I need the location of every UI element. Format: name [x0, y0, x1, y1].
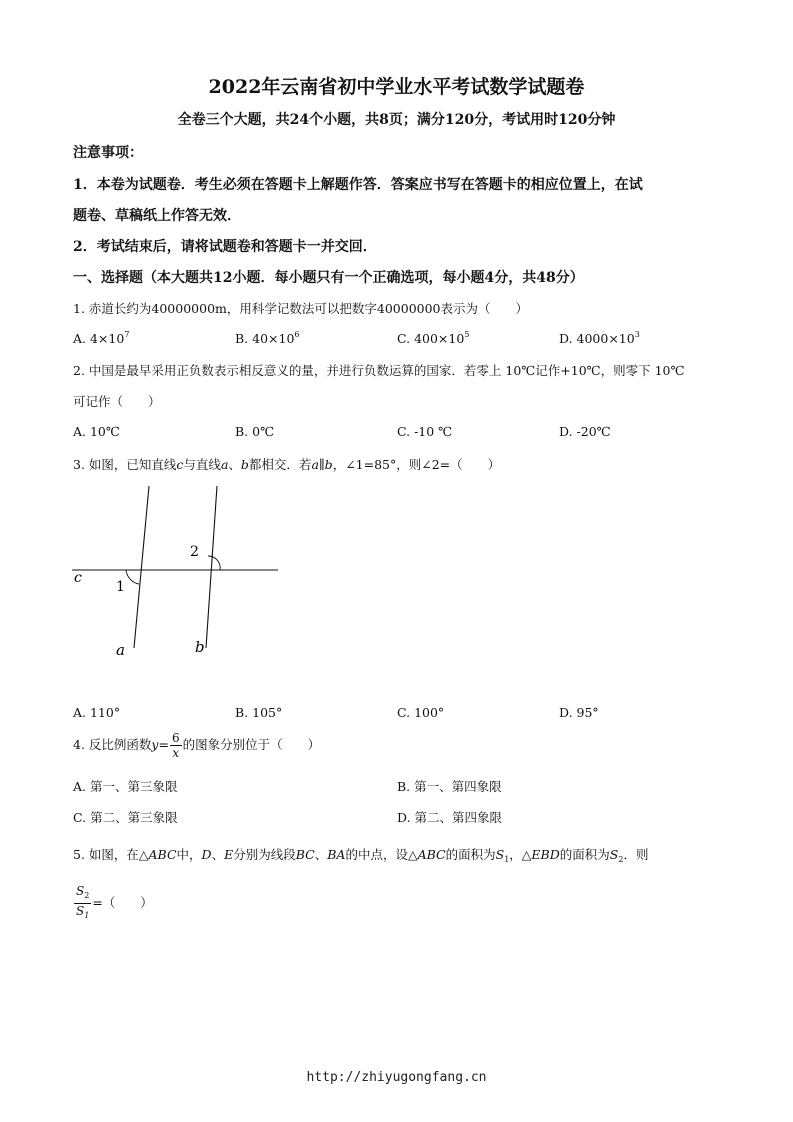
fraction-6-over-x: $\frac{6}{x}$ [171, 731, 180, 760]
question-2-option-d: D. -20℃ [559, 424, 611, 439]
question-2-option-c: C. -10 ℃ [397, 424, 453, 439]
label-1: 1 [116, 579, 125, 595]
question-1-option-b: B. $40\times 10^6$ [235, 330, 300, 346]
angle-1-arc [126, 570, 139, 584]
question-4-option-c: C. 第二、第三象限 [73, 810, 178, 825]
label-a: a [116, 641, 125, 659]
question-1-option-d: D. $4000\times 10^3$ [559, 330, 640, 346]
exam-info: 全卷三个大题，共24个小题，共8页；满分120分，考试用时120分钟 [177, 112, 616, 128]
line-b [206, 486, 217, 648]
line-a [134, 486, 149, 648]
footer-url: http://zhiyugongfang.cn [306, 1070, 487, 1085]
note-item-2: 2．考试结束后，请将试题卷和答题卡一并交回． [73, 239, 377, 255]
question-2-option-a: A. 10℃ [73, 424, 120, 439]
question-1-option-a: A. $4\times 10^7$ [73, 330, 130, 346]
question-4-stem: 4. 反比例函数y= $\frac{6}{x}$ 的图象分别位于（ ） [73, 731, 321, 760]
section-heading: 一、选择题（本大题共12小题．每小题只有一个正确选项，每小题4分，共48分） [73, 270, 584, 286]
angle-2-arc [208, 556, 220, 570]
label-b: b [195, 638, 205, 656]
question-3-option-d: D. 95° [559, 705, 599, 720]
note-item-1-line-2: 题卷、草稿纸上作答无效． [73, 208, 241, 224]
question-2-stem-line-1: 2. 中国是最早采用正负数表示相反意义的量，并进行负数运算的国家．若零上 10℃记作+10℃，则零下 10℃ [73, 363, 685, 378]
note-item-1-line-1: 1．本卷为试题卷．考生必须在答题卡上解题作答．答案应书写在答题卡的相应位置上，在试 [73, 177, 643, 193]
question-2-stem-line-2: 可记作（ ） [73, 394, 161, 409]
question-1-option-c: C. $400\times 10^5$ [397, 330, 470, 346]
question-2-option-b: B. 0℃ [235, 424, 275, 439]
page-title: 2022年云南省初中学业水平考试数学试题卷 [208, 76, 585, 98]
question-4-option-b: B. 第一、第四象限 [397, 779, 502, 794]
question-4-option-a: A. 第一、第三象限 [73, 779, 178, 794]
label-c: c [74, 570, 82, 586]
question-4-option-d: D. 第二、第四象限 [397, 810, 503, 825]
notes-heading: 注意事项： [73, 145, 143, 161]
question-3-option-c: C. 100° [397, 705, 445, 720]
fraction-s2-over-s1: $\frac{S_2}{S_1}$ [76, 884, 90, 920]
question-1-stem: 1. 赤道长约为40000000m，用科学记数法可以把数字40000000表示为（ ） [73, 301, 528, 316]
question-5-ratio: $\frac{S_2}{S_1}$ =（ ） [73, 884, 153, 923]
question-5-stem: 5. 如图，在△ABC中，D、E分别为线段BC、BA的中点，设△ABC的面积为$S_1$，△EBD的面积为$S_2$．则 [73, 847, 649, 864]
parallel-lines-figure [60, 478, 300, 668]
question-3-stem: 3. 如图，已知直线c与直线a、b都相交．若a∥b，∠1=85°，则∠2=（ ） [73, 457, 501, 472]
label-2: 2 [190, 544, 199, 560]
question-3-option-b: B. 105° [235, 705, 283, 720]
question-3-option-a: A. 110° [73, 705, 121, 720]
